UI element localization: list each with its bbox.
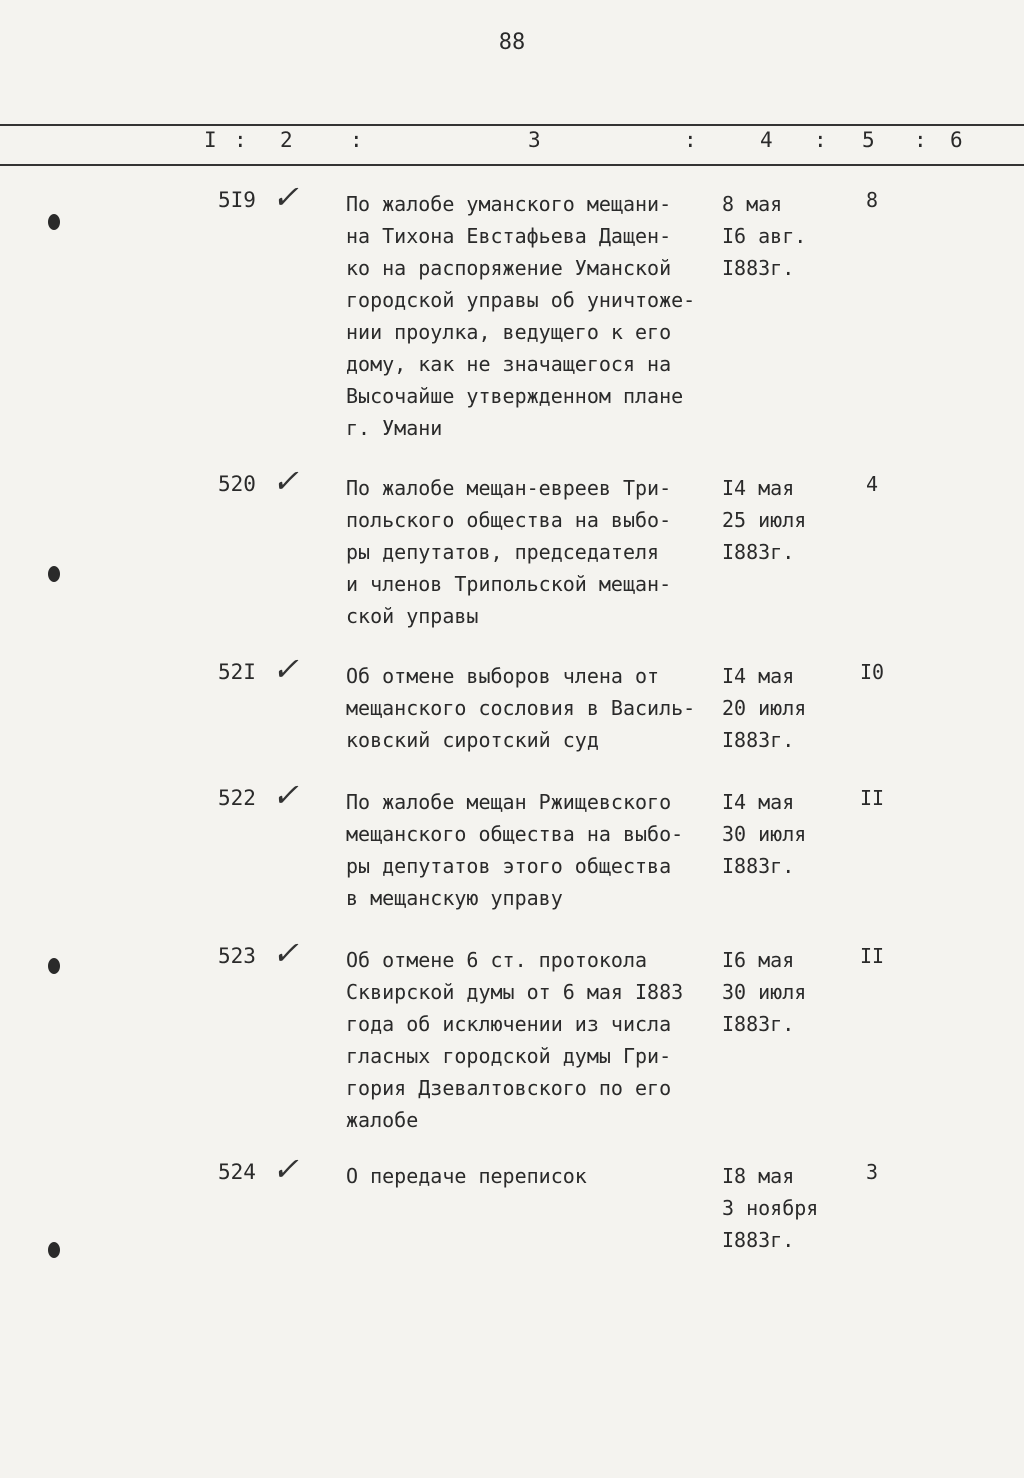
entry-description: О передаче переписок [346,1164,587,1188]
checkmark-icon: ✓ [272,934,299,972]
entry-sheet-count: 3 [865,1160,879,1184]
header-rule-bottom [0,164,1024,166]
page-number: 88 [498,30,526,55]
column-separator: : [914,128,927,152]
checkmark-icon: ✓ [272,462,299,500]
entry-sheet-count: II [859,944,885,968]
entry-sheet-count: I0 [859,660,885,684]
entry-dates: I6 мая 30 июля I883г. [722,948,807,1036]
binding-hole-mark [48,214,60,230]
checkmark-icon: ✓ [272,178,299,216]
entry-description: Об отмене 6 ст. протокола Сквирской думы от 6 мая I883 года об исключении из числа гласных городской думы Гри- гория Дзевалтовского по его жалобе [346,948,684,1132]
checkmark-icon: ✓ [272,650,299,688]
binding-hole-mark [48,1242,60,1258]
entry-number: 520 [218,472,256,496]
column-header-5: 5 [862,128,875,152]
column-separator: : [684,128,697,152]
entry-description: По жалобе мещан Ржищевского мещанского общества на выбо- ры депутатов этого общества в мещанскую управу [346,790,684,910]
binding-hole-mark [48,566,60,582]
entry-sheet-count: 8 [865,188,879,212]
entry-dates: I8 мая 3 ноября I883г. [722,1164,819,1252]
column-separator: : [814,128,827,152]
checkmark-icon: ✓ [272,1150,299,1188]
entry-dates: 8 мая I6 авг. I883г. [722,192,807,280]
column-separator: : [350,128,363,152]
entry-description: По жалобе уманского мещани- на Тихона Евстафьева Дащен- ко на распоряжение Уманской городской управы об уничтоже- нии проулка, ведущего к его дому, как не значащегося на Высочайше утвержденном плане г. Умани [346,192,696,440]
entry-description: По жалобе мещан-евреев Три- польского общества на выбо- ры депутатов, председателя и членов Трипольской мещан- ской управы [346,476,672,628]
entry-description: Об отмене выборов члена от мещанского сословия в Василь- ковский сиротский суд [346,664,696,752]
column-header-4: 4 [760,128,773,152]
entry-sheet-count: 4 [865,472,879,496]
column-header-row [0,128,1024,156]
entry-dates: I4 мая 25 июля I883г. [722,476,807,564]
entry-number: 523 [218,944,256,968]
binding-hole-mark [48,958,60,974]
column-header-6: 6 [950,128,963,152]
entry-number: 522 [218,786,256,810]
entry-dates: I4 мая 20 июля I883г. [722,664,807,752]
entry-number: 5I9 [218,188,256,212]
entry-sheet-count: II [859,786,885,810]
entry-number: 524 [218,1160,256,1184]
column-header-3: 3 [528,128,541,152]
column-header-1: I [204,128,217,152]
entry-number: 52I [218,660,256,684]
entry-dates: I4 мая 30 июля I883г. [722,790,807,878]
column-separator: : [234,128,247,152]
checkmark-icon: ✓ [272,776,299,814]
column-header-2: 2 [280,128,293,152]
header-rule-top [0,124,1024,126]
